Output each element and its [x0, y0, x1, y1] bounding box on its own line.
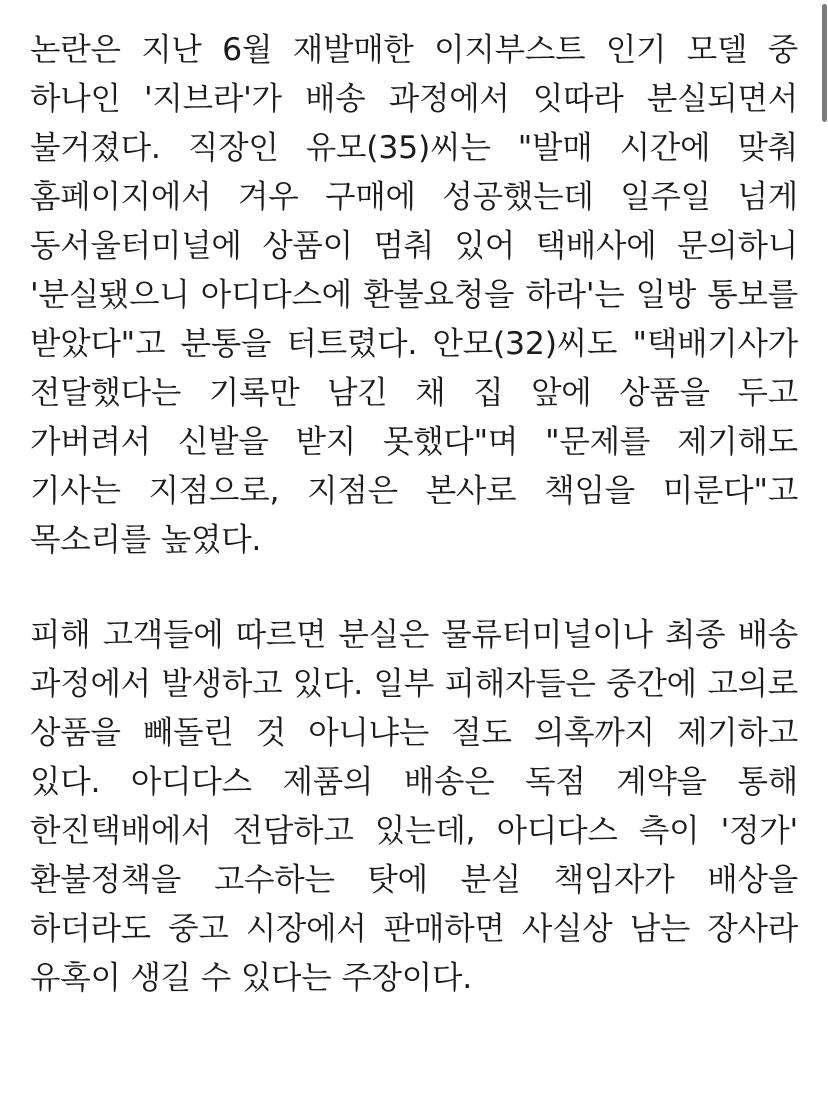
vertical-scrollbar[interactable] — [822, 0, 828, 1097]
article-paragraph-1: 논란은 지난 6월 재발매한 이지부스트 인기 모델 중 하나인 '지브라'가 배송 과정에서 잇따라 분실되면서 불거졌다. 직장인 유모(35)씨는 "발매 시간에 맞춰 홈페이지에서 겨우 구매에 성공했는데 일주일 넘게 동서울터미널에 상품이 멈춰 있어 택배사에 문의하니 '분실됐으니 아디다스에 환불요청을 하라'는 일방 통보를 받았다"고 분통을 터트렸다. 안모(32)씨도 "택배기사가 전달했다는 기록만 남긴 채 집 앞에 상품을 두고 가버려서 신발을 받지 못했다"며 "문제를 제기해도 기사는 지점으로, 지점은 본사로 책임을 미룬다"고 목소리를 높였다. — [30, 32, 798, 558]
scrollbar-thumb[interactable] — [822, 4, 827, 122]
article-paragraph-2: 피해 고객들에 따르면 분실은 물류터미널이나 최종 배송 과정에서 발생하고 있다. 일부 피해자들은 중간에 고의로 상품을 빼돌린 것 아니냐는 절도 의혹까지 제기하고 있다. 아디다스 제품의 배송은 독점 계약을 통해 한진택배에서 전담하고 있는데, 아디다스 측이 '정가' 환불정책을 고수하는 탓에 분실 책임자가 배상을 하더라도 중고 시장에서 판매하면 사실상 남는 장사라 유혹이 생길 수 있다는 주장이다. — [30, 617, 798, 996]
